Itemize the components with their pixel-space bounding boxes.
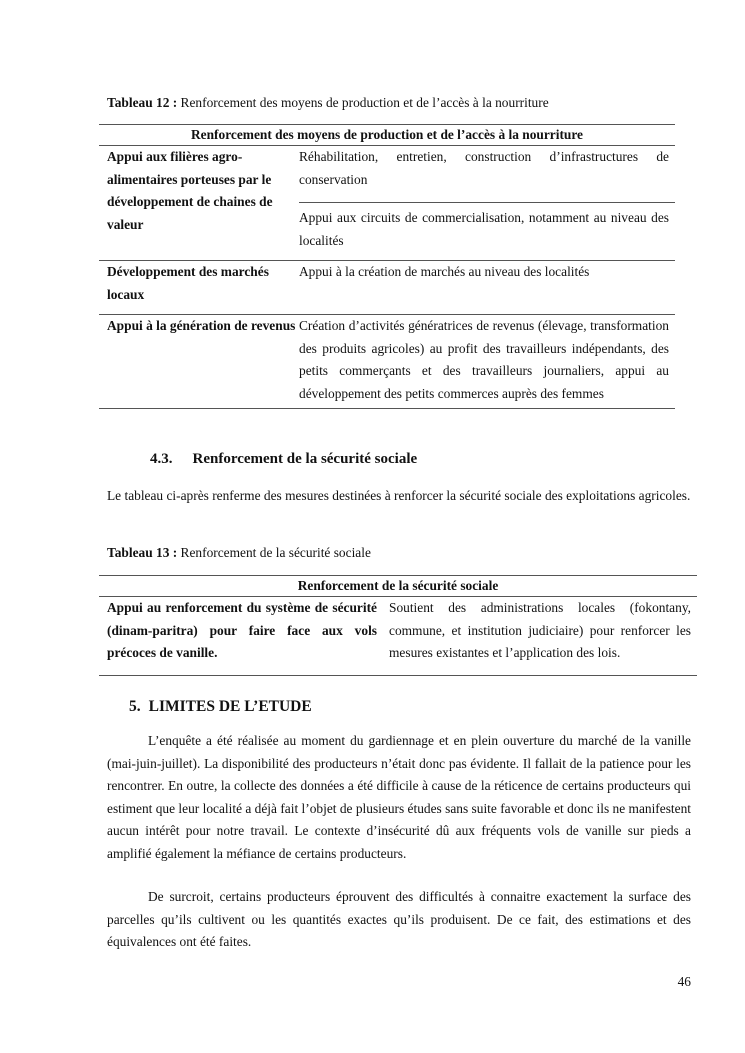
- table12-row3-measure: Création d’activités génératrices de revenus (élevage, transformation des produits agricoles) au profit des travailleurs indépendants, des petits commerçants et des travailleurs journaliers, appui au développement des petits commerces auprès des femmes: [299, 315, 675, 409]
- section43-intro: Le tableau ci-après renferme des mesures destinées à renforcer la sécurité sociale des exploitations agricoles.: [107, 488, 691, 503]
- table12-header: Renforcement des moyens de production et de l’accès à la nourriture: [99, 125, 675, 146]
- section43-number: 4.3.: [150, 451, 173, 467]
- table12-row2-category: Développement des marchés locaux: [99, 261, 299, 315]
- table12-row2-measure: Appui à la création de marchés au niveau des localités: [299, 261, 675, 315]
- section43-heading: [150, 451, 417, 468]
- table12-row1-measure2: Appui aux circuits de commercialisation, notamment au niveau des localités: [299, 203, 675, 261]
- section5-number: 5.: [129, 698, 141, 715]
- table12-row1-measure1: Réhabilitation, entretien, construction d’infrastructures de conservation: [299, 146, 675, 203]
- section5-paragraph-2: De surcroit, certains producteurs éprouvent des difficultés à connaitre exactement la surface des parcelles qu’ils cultivent ou les quantités exactes qu’ils produisent. De ce fait, des estimations et des équivalences ont été faites.: [107, 889, 691, 949]
- table13-caption: [107, 544, 371, 562]
- section43-title: Renforcement de la sécurité sociale: [192, 451, 418, 467]
- table12-caption: [107, 94, 549, 112]
- section5-heading: [129, 698, 312, 716]
- table12: [99, 124, 675, 409]
- table12-row3-category: Appui à la génération de revenus: [99, 315, 299, 409]
- table13-caption-label: Tableau 13 :: [107, 545, 178, 560]
- table12-caption-text: Renforcement des moyens de production et de l’accès à la nourriture: [177, 95, 549, 110]
- table12-row1-category: Appui aux filières agro-alimentaires porteuses par le développement de chaines de valeur: [99, 146, 299, 261]
- table13: [99, 575, 697, 676]
- table13-measure: Soutient des administrations locales (fokontany, commune, et institution judiciaire) pour renforcer les mesures existantes et l’application des lois.: [389, 597, 697, 676]
- table13-caption-text: Renforcement de la sécurité sociale: [177, 545, 371, 560]
- page-number: 46: [677, 974, 691, 989]
- table12-caption-label: Tableau 12 :: [107, 95, 178, 110]
- section5-paragraph-1: L’enquête a été réalisée au moment du gardiennage et en plein ouverture du marché de la vanille (mai-juin-juillet). La disponibilité des producteurs n’était donc pas évidente. Il fallait de la patience pour les rencontrer. En outre, la collecte des données a été difficile à cause de la réticence de certains producteurs qui estiment que leur localité a déjà fait l’objet de plusieurs études sans suite favorable et donc ils ne manifestent aucun intérêt pour notre travail. Le contexte d’insécurité dû aux fréquents vols de vanille sur pieds a amplifié également la méfiance de certains producteurs.: [107, 733, 691, 861]
- section5-title: LIMITES DE L’ETUDE: [148, 698, 312, 715]
- table13-header: Renforcement de la sécurité sociale: [99, 576, 697, 597]
- table13-category: Appui au renforcement du système de sécurité (dinam-paritra) pour faire face aux vols précoces de vanille.: [99, 597, 389, 676]
